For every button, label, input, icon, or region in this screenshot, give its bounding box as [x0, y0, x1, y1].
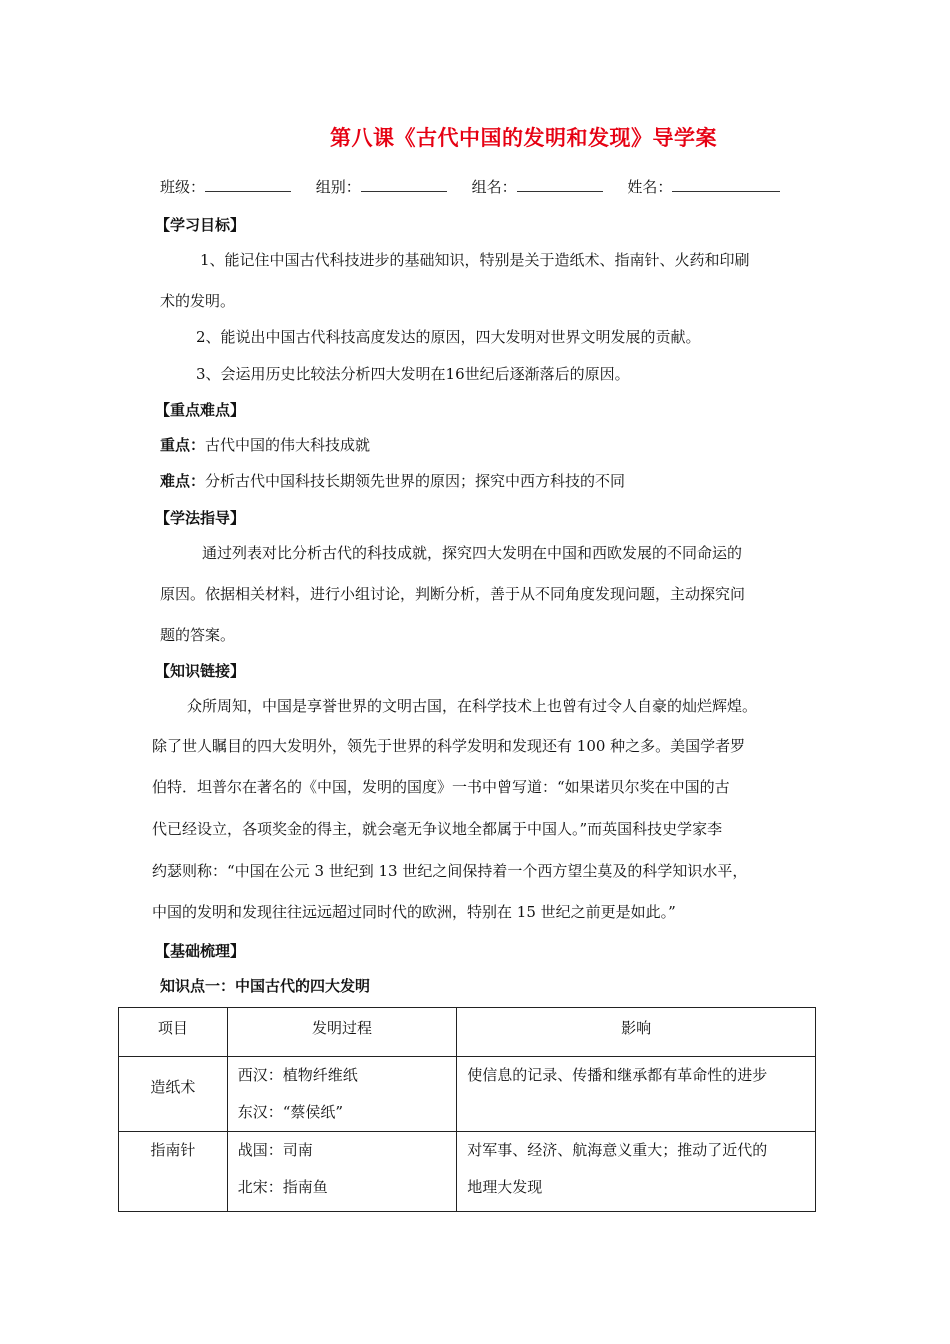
goal-1-line-a: 1、能记住中国古代科技进步的基础知识，特别是关于造纸术、指南针、火药和印刷	[200, 251, 750, 269]
method-line-a: 通过列表对比分析古代的科技成就，探究四大发明在中国和西欧发展的不同命运的	[202, 544, 743, 562]
method-heading: 【学法指导】	[155, 509, 246, 527]
method-line-b: 原因。依据相关材料，进行小组讨论，判断分析，善于从不同角度发现问题，主动探究问	[160, 585, 746, 603]
table-cell-impact: 对军事、经济、航海意义重大；推动了近代的 地理大发现	[457, 1132, 816, 1212]
knowledge-point-1-heading: 知识点一：中国古代的四大发明	[160, 977, 371, 995]
table-header-cell: 影响	[457, 1008, 816, 1057]
name-label: 姓名：	[627, 178, 673, 196]
key-text: 古代中国的伟大科技成就	[205, 436, 371, 454]
link-line-a: 众所周知，中国是享誉世界的文明古国，在科学技术上也曾有过令人自豪的灿烂辉煌。	[187, 697, 758, 715]
group-blank[interactable]	[361, 177, 447, 192]
goals-heading: 【学习目标】	[155, 216, 246, 234]
table-header-cell: 发明过程	[227, 1008, 457, 1057]
group-label: 组别：	[315, 178, 361, 196]
student-info-row	[160, 176, 780, 197]
table-header-cell: 项目	[119, 1008, 228, 1057]
table-cell-impact: 使信息的记录、传播和继承都有革命性的进步	[457, 1057, 816, 1132]
group-name-label: 组名：	[471, 178, 517, 196]
knowledge-link-heading: 【知识链接】	[155, 662, 246, 680]
link-line-e: 约瑟则称：“中国在公元 3 世纪到 13 世纪之间保持着一个西方望尘莫及的科学知识水平，	[152, 862, 748, 880]
key-point	[160, 434, 370, 455]
key-label: 重点：	[160, 436, 206, 454]
table-header-row	[119, 1008, 816, 1057]
difficulty-point	[160, 470, 625, 491]
table-row	[119, 1057, 816, 1132]
goal-1-line-b: 术的发明。	[160, 292, 236, 310]
basic-review-heading: 【基础梳理】	[155, 942, 246, 960]
class-label: 班级：	[160, 178, 206, 196]
difficulty-label: 难点：	[160, 472, 206, 490]
table-cell-process: 战国：司南 北宋：指南鱼	[227, 1132, 457, 1212]
link-line-d: 代已经设立，各项奖金的得主，就会毫无争议地全都属于中国人。”而英国科技史学家李	[152, 820, 723, 838]
goal-2: 2、能说出中国古代科技高度发达的原因，四大发明对世界文明发展的贡献。	[196, 328, 701, 346]
method-line-c: 题的答案。	[160, 626, 236, 644]
table-cell-process: 西汉：植物纤维纸 东汉：“蔡侯纸”	[227, 1057, 457, 1132]
inventions-table	[118, 1007, 816, 1212]
link-line-c: 伯特．坦普尔在著名的《中国，发明的国度》一书中曾写道：“如果诺贝尔奖在中国的古	[152, 778, 730, 796]
link-line-b: 除了世人瞩目的四大发明外，领先于世界的科学发明和发现还有 100 种之多。美国学者罗	[152, 737, 746, 755]
page-title: 第八课《古代中国的发明和发现》导学案	[330, 125, 717, 150]
key-difficulty-heading: 【重点难点】	[155, 401, 246, 419]
class-blank[interactable]	[205, 177, 291, 192]
goal-3: 3、会运用历史比较法分析四大发明在16世纪后逐渐落后的原因。	[196, 365, 630, 383]
difficulty-text: 分析古代中国科技长期领先世界的原因；探究中西方科技的不同	[205, 472, 626, 490]
table-cell-item: 指南针	[119, 1132, 228, 1212]
table-cell-item: 造纸术	[119, 1057, 228, 1132]
link-line-f: 中国的发明和发现往往远远超过同时代的欧洲，特别在 15 世纪之前更是如此。”	[152, 903, 676, 921]
table-row	[119, 1132, 816, 1212]
name-blank[interactable]	[672, 177, 780, 192]
group-name-blank[interactable]	[517, 177, 603, 192]
